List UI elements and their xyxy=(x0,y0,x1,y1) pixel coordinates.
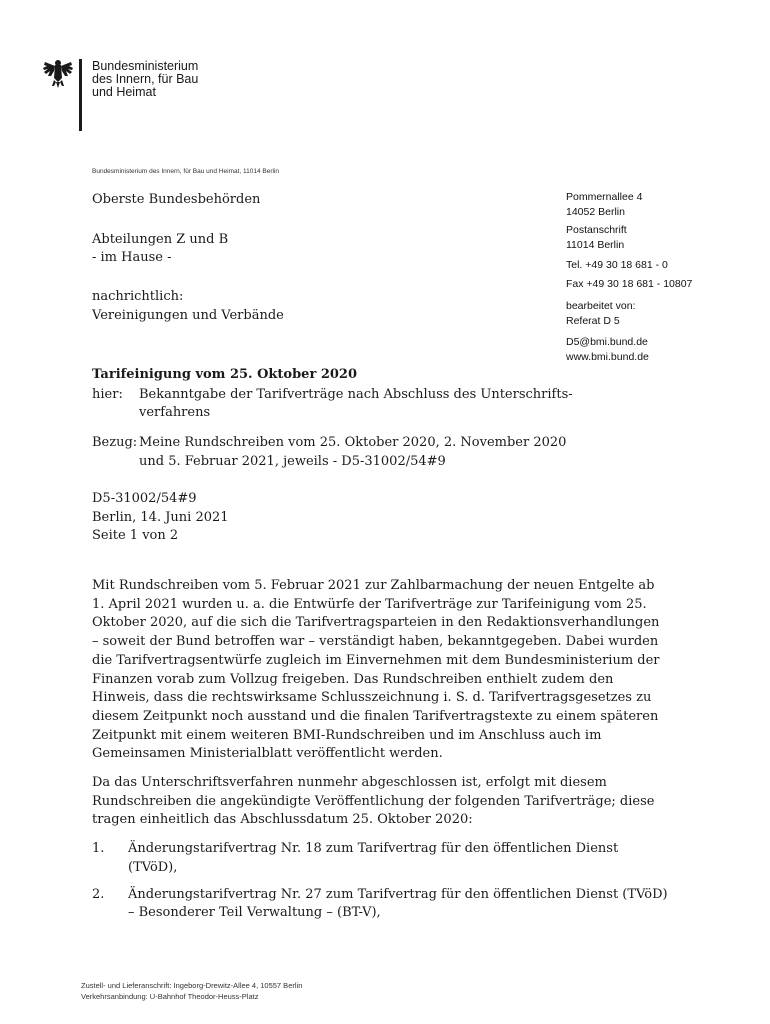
footer xyxy=(81,980,302,1002)
federal-eagle-icon xyxy=(42,58,74,90)
subject-hier-text-1: Bekanntgabe der Tarifverträge nach Abschluss des Unterschrifts- xyxy=(139,387,573,402)
sender-return-address: Bundesministerium des Innern, für Bau und Heimat, 11014 Berlin xyxy=(92,168,280,175)
contact-postal-city: 11014 Berlin xyxy=(566,239,625,251)
contact-address-street: Pommernallee 4 xyxy=(566,191,643,203)
logo-text-line2: des Innern, für Bau xyxy=(92,72,199,86)
document-reference: D5-31002/54#9 xyxy=(92,491,197,506)
contact-address-city: 14052 Berlin xyxy=(566,206,625,218)
recipient-line-2: Abteilungen Z und B xyxy=(92,232,229,247)
recipient-line-4: nachrichtlich: xyxy=(92,289,184,304)
page-number: Seite 1 von 2 xyxy=(92,528,179,543)
contact-tel: Tel. +49 30 18 681 - 0 xyxy=(566,259,668,271)
recipient-line-1: Oberste Bundesbehörden xyxy=(92,192,261,207)
list-item xyxy=(92,840,670,877)
recipient-line-5: Vereinigungen und Verbände xyxy=(92,308,284,323)
logo-text-line3: und Heimat xyxy=(92,85,156,99)
recipient-line-3: - im Hause - xyxy=(92,250,172,265)
logo-text-line1: Bundesministerium xyxy=(92,59,199,73)
letter-body xyxy=(92,577,670,931)
body-paragraph-2: Da das Unterschriftsverfahren nunmehr abgeschlossen ist, erfolgt mit diesem Rundschreiben die angekündigte Veröffentlichung der folgenden Tarifverträge; diese tragen einheitlich das Abschlussdatum 25. Oktober 2020: xyxy=(92,775,655,828)
contact-handled-label: bearbeitet von: xyxy=(566,300,636,312)
contact-postal-label: Postanschrift xyxy=(566,224,627,236)
list-item-text: Änderungstarifvertrag Nr. 27 zum Tarifvertrag für den öffentlichen Dienst (TVöD) – Besonderer Teil Verwaltung – (BT-V), xyxy=(128,886,668,921)
document-date: Berlin, 14. Juni 2021 xyxy=(92,510,229,525)
subject-hier-label: hier: xyxy=(92,387,123,402)
body-paragraph-1: Mit Rundschreiben vom 5. Februar 2021 zur Zahlbarmachung der neuen Entgelte ab 1. April 2021 wurden u. a. die Entwürfe der Tarifverträge zur Tarifeinigung vom 25. Oktober 2020, auf die sich die Tarifvertragsparteien in den Redaktionsverhandlungen – soweit der Bund betroffen war – verständigt haben, bekanntgegeben. Dabei wurden die Tarifvertragsentwürfe zugleich im Einvernehmen mit dem Bundesministerium der Finanzen vorab zum Vollzug freigeben. Das Rundschreiben enthielt zudem den Hinweis, dass die rechtswirksame Schlusszeichnung i. S. d. Tarifvertragsgesetzes zu diesem Zeitpunkt noch ausstand und die finalen Tarifvertragstexte zu einem späteren Zeitpunkt mit einem weiteren BMI-Rundschreiben und im Anschluss auch im Gemeinsamen Ministerialblatt veröffentlicht werden. xyxy=(92,578,660,762)
subject-title: Tarifeinigung vom 25. Oktober 2020 xyxy=(92,367,358,382)
contact-website-link[interactable]: www.bmi.bund.de xyxy=(566,351,649,363)
footer-delivery-address: Zustell- und Lieferanschrift: Ingeborg-Drewitz-Allee 4, 10557 Berlin xyxy=(81,981,303,990)
subject-hier-text-2: verfahrens xyxy=(139,405,211,420)
list-item xyxy=(92,886,670,923)
subject-bezug-text-2: und 5. Februar 2021, jeweils - D5-31002/54#9 xyxy=(139,454,446,469)
list-item-number: 1. xyxy=(92,841,105,857)
contact-email-link[interactable]: D5@bmi.bund.de xyxy=(566,336,648,348)
list-item-text: Änderungstarifvertrag Nr. 18 zum Tarifvertrag für den öffentlichen Dienst (TVöD), xyxy=(128,841,619,875)
subject-bezug-text-1: Meine Rundschreiben vom 25. Oktober 2020, 2. November 2020 xyxy=(139,435,567,450)
list-item-number: 2. xyxy=(92,886,105,902)
logo-divider xyxy=(79,59,82,131)
subject-bezug-label: Bezug: xyxy=(92,435,138,450)
contact-fax: Fax +49 30 18 681 - 10807 xyxy=(566,278,693,290)
footer-transport: Verkehrsanbindung: U-Bahnhof Theodor-Heuss-Platz xyxy=(81,992,259,1001)
contact-handled-by: Referat D 5 xyxy=(566,315,620,327)
